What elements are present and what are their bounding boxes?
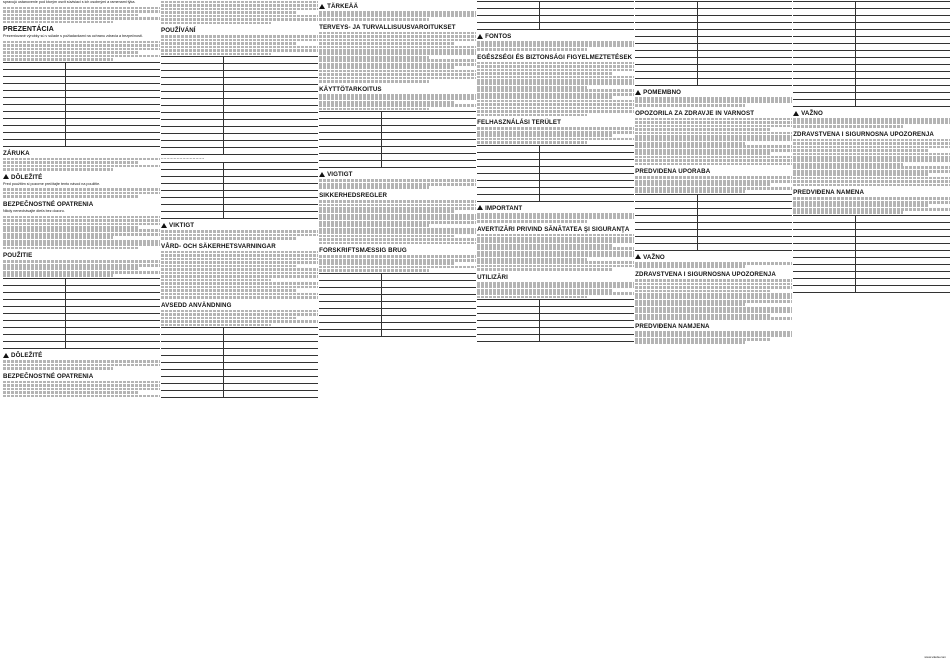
- footer-url: www.vileda.com: [924, 655, 946, 659]
- warning-heading: DÔLEŽITÉ: [3, 174, 160, 181]
- spec-table: [793, 1, 950, 107]
- warning-heading: TÄRKEÄÄ: [319, 3, 476, 10]
- text-block: [3, 188, 160, 198]
- section-heading: BEZPEČNOSTNÉ OPATRENIA: [3, 200, 94, 208]
- text-block: [477, 213, 634, 223]
- warning-icon: [3, 353, 9, 358]
- text-block: [319, 94, 476, 111]
- column-sr: [793, 0, 950, 662]
- text-block: [3, 381, 160, 398]
- warning-icon: [793, 111, 799, 116]
- section-heading: POUŽÍVÁNÍ: [161, 27, 196, 35]
- column-cs: [161, 0, 318, 662]
- text-block: [793, 118, 950, 128]
- text-block: [3, 360, 160, 370]
- text-block: [319, 179, 476, 189]
- warning-heading: VAŽNO: [635, 254, 792, 261]
- fine-print: ▪ ▪ ▪ ▪ ▪ ▪ ▪ ▪ ▪ ▪ ▪ ▪ ▪ ▪ ▪ ▪ ▪ ▪ ▪ ▪ ▪ ▪ ▪ ▪ ▪ ▪ ▪ ▪ ▪ ▪: [161, 158, 204, 161]
- warning-icon: [635, 254, 641, 259]
- section-paragraph: Nikdy nenechávajte dieťa bez dozoru.: [3, 208, 65, 213]
- text-block: [793, 197, 950, 214]
- section-heading: FELHASZNÁLÁSI TERÜLET: [477, 119, 562, 127]
- column-hr: [635, 0, 792, 662]
- warning-icon: [3, 174, 9, 179]
- section-heading: PREDVIĐENA NAMJENA: [635, 322, 710, 330]
- warning-heading: FONTOS: [477, 33, 634, 40]
- section-heading: EGÉSZSÉGI ÉS BIZTONSÁGI FIGYELMEZTETÉSEK: [477, 53, 633, 61]
- warning-icon: [161, 223, 167, 228]
- warning-icon: [477, 205, 483, 210]
- section-heading: ZÁRUKA: [3, 149, 30, 157]
- text-block: [3, 260, 160, 277]
- text-block: [635, 279, 792, 320]
- spec-table: [477, 1, 634, 30]
- section-heading: POUŽITIE: [3, 252, 33, 260]
- text-block: [319, 255, 476, 272]
- section-heading: PREDVIDENA UPORABA: [635, 168, 711, 176]
- text-block: [635, 331, 792, 344]
- section-heading: AVERTIZĂRI PRIVIND SĂNĂTATEA ŞI SIGURANŢA: [477, 225, 630, 233]
- text-block: [477, 127, 634, 144]
- section-heading: SIKKERHEDSREGLER: [319, 192, 388, 200]
- section-heading: FORSKRIFTSMÆSSIG BRUG: [319, 247, 407, 255]
- section-paragraph: Prezentované výrobky sú v súlade s požiadavkami na ochranu zdravia a bezpečnosti.: [3, 34, 143, 39]
- section-heading: ZDRAVSTVENA I SIGURNOSNA UPOZORENJA: [793, 130, 934, 138]
- spec-table: [161, 56, 318, 155]
- section-heading: ZDRAVSTVENA I SIGURNOSNA UPOZORENJA: [635, 271, 776, 279]
- spec-table: [477, 145, 634, 202]
- column-sk: [3, 0, 160, 662]
- spec-table: [3, 62, 160, 147]
- warning-heading: DÔLEŽITÉ: [3, 352, 160, 359]
- column-hu: [477, 0, 634, 662]
- text-block: [161, 310, 318, 327]
- spec-table: [793, 215, 950, 293]
- text-block: [477, 282, 634, 299]
- warning-heading: VIKTIGT: [161, 222, 318, 229]
- intro-paragraph: spravujú ustanovenie pod ktorým osvit súvisiaci s ich osobnými a ramenami týka.: [3, 0, 136, 4]
- text-block: [161, 35, 318, 55]
- text-block: [635, 176, 792, 193]
- text-block: [793, 139, 950, 187]
- text-block: [3, 41, 160, 61]
- section-paragraph: Pred použitím si pozorne prečítajte tento návod na použitie.: [3, 181, 101, 186]
- text-block: [3, 216, 160, 250]
- spec-table: [635, 1, 792, 86]
- section-heading: OPOZORILA ZA ZDRAVJE IN VARNOST: [635, 109, 755, 117]
- text-block: [319, 32, 476, 83]
- spec-table: [635, 194, 792, 251]
- section-heading: KÄYTTÖTARKOITUS: [319, 85, 382, 93]
- text-block: [635, 118, 792, 166]
- section-heading: TERVEYS- JA TURVALLISUUSVAROITUKSET: [319, 23, 456, 31]
- text-block: [161, 251, 318, 299]
- section-heading: AVSEDD ANVÄNDNING: [161, 301, 232, 309]
- warning-heading: IMPORTANT: [477, 205, 634, 212]
- spec-table: [477, 299, 634, 342]
- section-heading: BEZPEČNOSTNÉ OPATRENIA: [3, 372, 94, 380]
- text-block: [3, 7, 160, 24]
- text-block: [3, 158, 160, 171]
- warning-icon: [477, 34, 483, 39]
- text-block: [161, 1, 318, 25]
- text-block: [477, 41, 634, 51]
- spec-table: [319, 273, 476, 337]
- text-block: [319, 200, 476, 244]
- warning-heading: VIGTIGT: [319, 171, 476, 178]
- section-heading: UTILIZĂRI: [477, 273, 508, 281]
- spec-table: [3, 278, 160, 349]
- section-heading: PREDVIĐENA NAMENA: [793, 189, 865, 197]
- spec-table: [161, 327, 318, 398]
- spec-table: [319, 111, 476, 168]
- text-block: [477, 234, 634, 271]
- warning-icon: [319, 172, 325, 177]
- section-heading: PREZENTÁCIA: [3, 26, 54, 34]
- spec-table: [161, 162, 318, 219]
- text-block: [635, 262, 792, 268]
- text-block: [161, 230, 318, 240]
- text-block: [477, 62, 634, 117]
- warning-heading: POMEMBNO: [635, 89, 792, 96]
- warning-icon: [635, 90, 641, 95]
- column-fi: [319, 0, 476, 662]
- text-block: [319, 11, 476, 21]
- section-heading: VÅRD- OCH SÄKERHETSVARNINGAR: [161, 242, 276, 250]
- warning-icon: [319, 4, 325, 9]
- warning-heading: VAŽNO: [793, 110, 950, 117]
- text-block: [635, 97, 792, 107]
